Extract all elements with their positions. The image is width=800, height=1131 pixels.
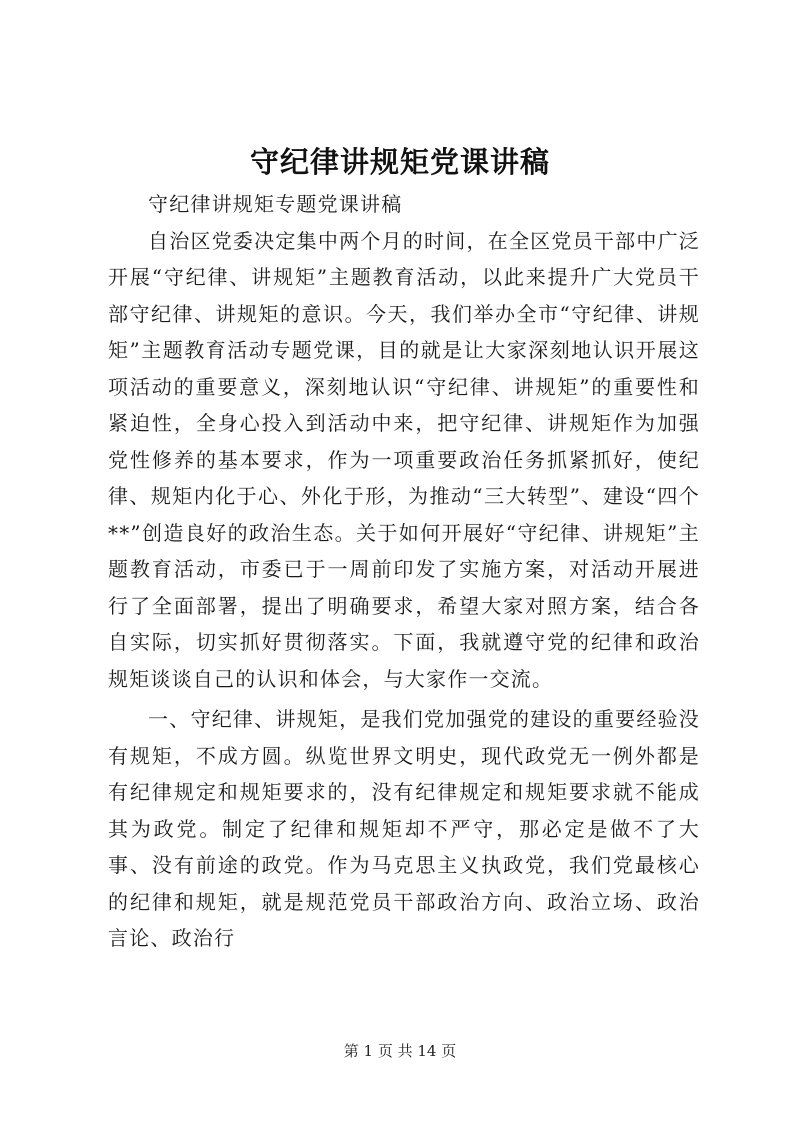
- page-number-footer: 第 1 页 共 14 页: [343, 1042, 457, 1060]
- subtitle-paragraph: 守纪律讲规矩专题党课讲稿: [148, 192, 403, 216]
- body-paragraph: 一、守纪律、讲规矩，是我们党加强党的建设的重要经验没有规矩，不成方圆。纵览世界文明史，现代政党无一例外都是有纪律规定和规矩要求的，没有纪律规定和规矩要求就不能成其为政党。制定了纪律和规矩却不严守，那必定是做不了大事、没有前途的政党。作为马克思主义执政党，我们党最核心的纪律和规矩，就是规范党员干部政治方向、政治立场、政治言论、政治行: [108, 707, 700, 950]
- body-paragraph: 自治区党委决定集中两个月的时间，在全区党员干部中广泛开展“守纪律、讲规矩”主题教育活动，以此来提升广大党员干部守纪律、讲规矩的意识。今天，我们举办全市“守纪律、讲规矩”主题教育活动专题党课，目的就是让大家深刻地认识开展这项活动的重要意义，深刻地认识“守纪律、讲规矩”的重要性和紧迫性，全身心投入到活动中来，把守纪律、讲规矩作为加强党性修养的基本要求，作为一项重要政治任务抓紧抓好，使纪律、规矩内化于心、外化于形，为推动“三大转型”、建设“四个**”创造良好的政治生态。关于如何开展好“守纪律、讲规矩”主题教育活动，市委已于一周前印发了实施方案，对活动开展进行了全面部署，提出了明确要求，希望大家对照方案，结合各自实际，切实抓好贯彻落实。下面，我就遵守党的纪律和政治规矩谈谈自己的认识和体会，与大家作一交流。: [108, 228, 700, 691]
- document-body: [108, 186, 700, 957]
- document-title: 守纪律讲规矩党课讲稿: [249, 145, 550, 179]
